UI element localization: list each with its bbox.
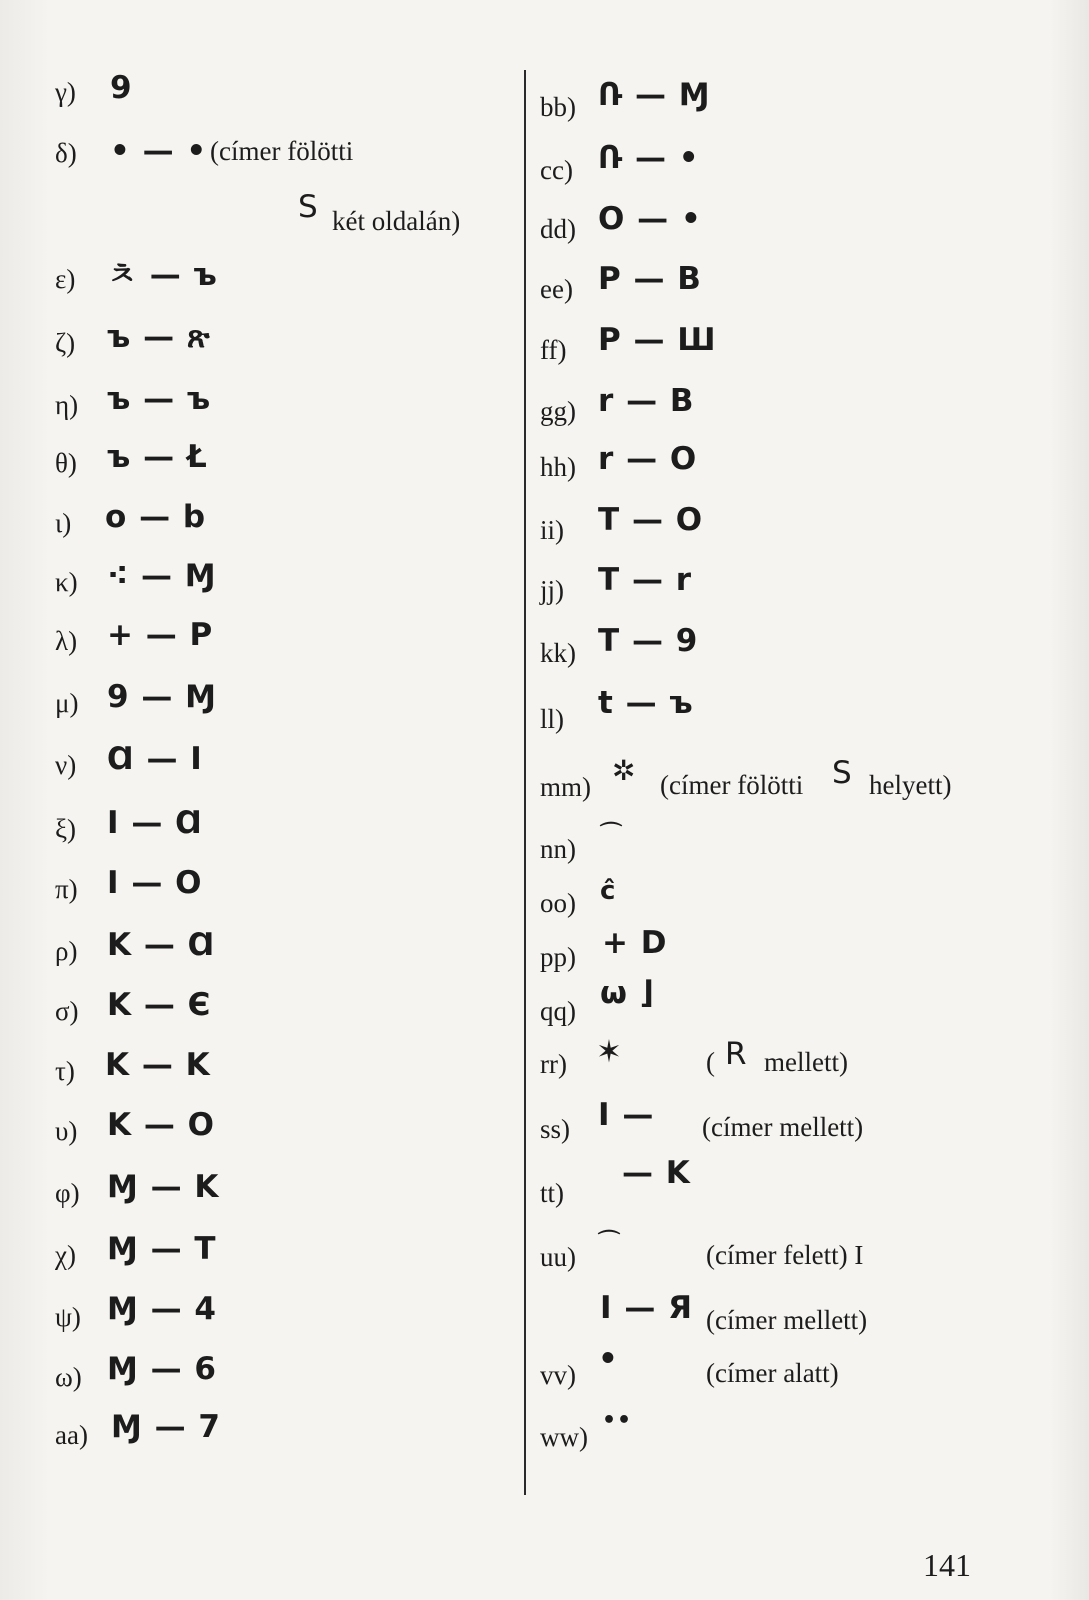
book-page: γ) 9 δ) • — • (címer fölötti S két oldalán) ε) ㅊ — ъ ζ) ъ — ጽ η) ъ — ъ θ) ъ — Ł ι) o — b κ) ⁖ — Ɱ λ) + — P μ) 9 — Ɱ ν) Ɑ — I ξ) I — Ɑ π) I — O ρ) K — Ɑ σ) K — Є τ) K — K υ) K — O φ) Ɱ — K χ) Ɱ — T ψ) Ɱ — 4 ω) Ɱ — 6 aa) Ɱ — 7 bb) Ռ — Ɱ cc) Ռ — • dd) O — • ee) P — B ff) P — Ш gg) r — B hh) r — O ii) T — O jj) T — r kk) T — 9 ll) t — ъ mm) ✲ (címer fölötti S helyett) nn) ⌒ oo) ĉ pp) + D qq) ω ⌋ rr) ✶ ( R mellett) ss) I — (címer mellett) tt) — K uu) ⌒ (címer felett) I I — Я (címer mellett) vv) • (címer alatt) ww) •• 141 [0, 0, 1089, 1600]
glyph-pair: ⌒ [598, 1230, 622, 1255]
entry-note: (címer alatt) [706, 1358, 839, 1388]
entry-note: (címer mellett) [706, 1305, 868, 1335]
glyph-pair: ъ — Ł [107, 439, 208, 475]
glyph-pair: ✶ [596, 1034, 623, 1070]
entry-note: (címer mellett) [702, 1112, 864, 1142]
entry-note: (címer fölötti [210, 136, 354, 166]
glyph-pair: O — • [598, 201, 702, 237]
glyph-pair: Ɑ — I [107, 741, 203, 777]
glyph-pair: T — r [598, 562, 693, 598]
entry-note: (címer felett) I [706, 1240, 864, 1270]
glyph-pair: ✲ [612, 754, 637, 787]
page-gutter-shadow [0, 0, 50, 1600]
page-edge-shadow [1049, 0, 1089, 1600]
note-glyph: S [832, 755, 853, 791]
glyph-pair: ㅊ — ъ [107, 257, 218, 293]
glyph-pair: Ɱ — T [107, 1231, 217, 1267]
glyph-pair: Ɱ — 6 [107, 1351, 218, 1387]
glyph-pair: ъ — ъ [107, 381, 212, 417]
glyph-pair: I — Ɑ [107, 805, 203, 841]
note-glyph: S [298, 189, 319, 225]
glyph-pair: P — B [598, 261, 702, 297]
glyph-pair: K — O [107, 1107, 215, 1143]
glyph-pair: r — O [598, 441, 698, 477]
glyph-pair: ⁖ — Ɱ [107, 558, 217, 594]
glyph-pair: • — • [110, 133, 208, 169]
entry-note: két oldalán) [332, 206, 461, 236]
glyph-pair: r — B [598, 383, 695, 419]
entry-note: helyett) [869, 770, 952, 800]
glyph-pair: T — O [598, 502, 704, 538]
glyph-pair: + — P [107, 617, 214, 653]
glyph-pair: Ռ — • [598, 140, 700, 176]
glyph-pair: Ɱ — 7 [111, 1409, 222, 1445]
note-glyph: R [725, 1036, 748, 1072]
glyph-pair: 9 [110, 70, 133, 106]
glyph-pair: I — Я [600, 1290, 693, 1326]
glyph-pair: 9 — Ɱ [107, 679, 218, 715]
glyph-pair: I — [598, 1097, 655, 1133]
glyph-pair: P — Ш [598, 322, 717, 358]
glyph-pair: Ռ — Ɱ [598, 77, 711, 113]
glyph-pair: T — 9 [598, 623, 699, 659]
glyph-pair: Ɱ — 4 [107, 1291, 218, 1327]
glyph-pair: ⌒ [600, 822, 624, 847]
column-divider [524, 70, 526, 1495]
glyph-pair: Ɱ — K [107, 1169, 220, 1205]
entry-note: mellett) [764, 1047, 848, 1077]
glyph-pair: • [598, 1341, 619, 1377]
glyph-pair: •• [602, 1408, 633, 1433]
entry-note: (címer fölötti [660, 770, 804, 800]
entry-note: ( [706, 1047, 715, 1077]
glyph-pair: I — O [107, 865, 203, 901]
page-number: 141 [923, 1547, 971, 1583]
glyph-pair: — K [622, 1155, 691, 1191]
glyph-pair: ĉ [600, 876, 617, 906]
glyph-pair: ъ — ጽ [107, 319, 211, 355]
glyph-pair: ω ⌋ [600, 975, 655, 1011]
glyph-pair: t — ъ [598, 685, 694, 721]
glyph-pair: K — Є [107, 987, 212, 1023]
glyph-pair: o — b [105, 499, 207, 535]
glyph-pair: + D [602, 925, 668, 961]
glyph-pair: K — Ɑ [107, 927, 216, 963]
glyph-pair: K — K [105, 1047, 211, 1083]
